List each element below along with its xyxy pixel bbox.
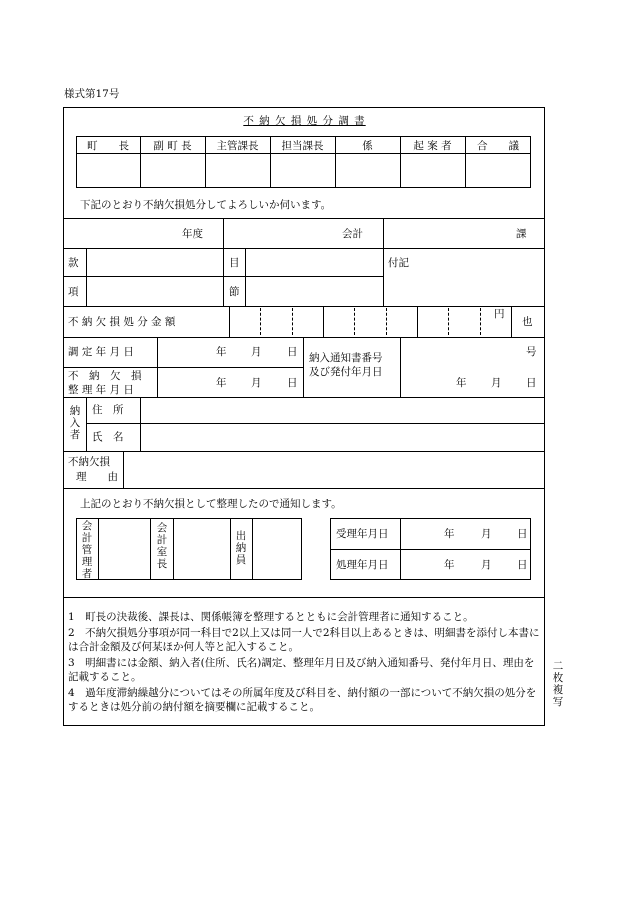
- processed-month-unit: 月: [481, 559, 492, 571]
- decision-year-unit: 年: [216, 346, 227, 358]
- amount-label: 不 納 欠 損 処 分 金 額: [68, 316, 176, 328]
- cashier-label: 出納員: [235, 530, 247, 566]
- decision-date-label: 調 定 年 月 日: [68, 346, 134, 358]
- account-label: 会計: [342, 228, 363, 240]
- address-label: 住 所: [92, 404, 124, 416]
- notice-label-1: 納入通知書番号: [309, 352, 383, 364]
- note-4: 4 過年度滞納繰越分についてはその所属年度及び科目を、納付額の一部について不納欠損の処分をするときは処分前の納付額を摘要欄に記載すること。: [68, 687, 537, 713]
- deficit-date-label-1: 不 納 欠 損: [68, 370, 142, 382]
- moku-label: 目: [229, 257, 240, 269]
- approval-col-staff: 係: [362, 140, 373, 152]
- decision-day-unit: 日: [287, 346, 298, 358]
- received-date-label: 受理年月日: [336, 528, 389, 540]
- decision-month-unit: 月: [251, 346, 262, 358]
- approval-col-mayor: 町 長: [87, 140, 129, 152]
- ya-label: 也: [522, 316, 533, 328]
- form-id: 様式第17号: [64, 88, 120, 100]
- notice-label-2: 及び発付年月日: [309, 366, 383, 378]
- deficit-month-unit: 月: [251, 377, 262, 389]
- notice-number-unit: 号: [526, 346, 537, 358]
- attached-label: 付記: [388, 257, 409, 269]
- received-day-unit: 日: [517, 528, 528, 540]
- reason-label-1: 不納欠損: [68, 456, 110, 468]
- deficit-year-unit: 年: [216, 377, 227, 389]
- note-1: 1 町長の決裁後、課長は、関係帳簿を整理するとともに会計管理者に通知すること。: [68, 611, 474, 623]
- reason-label-2: 理 由: [76, 471, 118, 483]
- setsu-label: 節: [229, 286, 240, 298]
- note-3: 3 明細書には金額、納入者(住所、氏名)調定、整理年月日及び納入通知番号、発付年月日、理由を記載すること。: [68, 657, 535, 683]
- accounting-office-chief-label: 会計室長: [156, 522, 168, 570]
- received-month-unit: 月: [481, 528, 492, 540]
- side-copy-label: 二枚複写: [552, 660, 564, 708]
- section-label: 課: [516, 228, 527, 240]
- deficit-date-label-2: 整 理 年 月 日: [68, 384, 134, 396]
- name-label: 氏 名: [92, 431, 124, 443]
- notice-day-unit: 日: [526, 377, 537, 389]
- year-label: 年度: [182, 228, 203, 240]
- yen-label: 円: [494, 308, 505, 320]
- approval-col-chief: 主管課長: [216, 140, 259, 152]
- received-year-unit: 年: [444, 528, 455, 540]
- approval-col-section-chief: 担当課長: [281, 140, 324, 152]
- payer-label: 納入者: [69, 405, 81, 441]
- kou-label: 項: [68, 286, 79, 298]
- kan-label: 款: [68, 257, 79, 269]
- note-2: 2 不納欠損処分事項が同一科目で2以上又は同一人で2科目以上あるときは、明細書を添付し本書には合計金額及び何某ほか何人等と記入すること。: [68, 627, 540, 653]
- notice-month-unit: 月: [491, 377, 502, 389]
- approval-col-deputy-mayor: 副 町 長: [153, 140, 192, 152]
- approval-col-drafter: 起 案 者: [413, 140, 452, 152]
- accounting-manager-label: 会計管理者: [81, 520, 93, 580]
- form-title: 不 納 欠 損 処 分 調 書: [243, 115, 366, 127]
- notice-year-unit: 年: [456, 377, 467, 389]
- request-text: 下記のとおり不納欠損処分してよろしいか伺います。: [80, 199, 332, 211]
- processed-year-unit: 年: [444, 559, 455, 571]
- notify-text: 上記のとおり不納欠損として整理したので通知します。: [80, 498, 342, 510]
- deficit-day-unit: 日: [287, 377, 298, 389]
- processed-day-unit: 日: [517, 559, 528, 571]
- approval-col-consultation: 合 議: [477, 140, 519, 152]
- processed-date-label: 処理年月日: [336, 559, 389, 571]
